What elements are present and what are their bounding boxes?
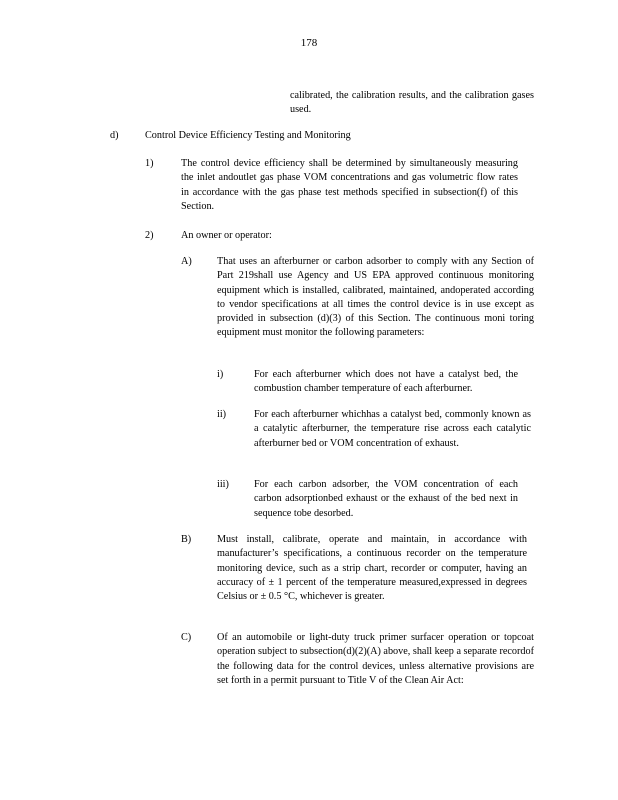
item-C-text: Of an automobile or light-duty truck primer surfacer operation or topcoat operation subject to subsection(d)(2)(A) above, shall keep a separate recordof the following data for the control devices, unless alternative provisions are set forth in a permit pursuant to Title V of the Clean Air Act:: [217, 632, 534, 686]
item-1-label: 1): [145, 158, 154, 169]
item-i-text: For each afterburner which does not have a catalyst bed, the combustion chamber temperature of each afterburner.: [254, 369, 518, 395]
item-B-text: Must install, calibrate, operate and maintain, in accordance with manufacturer’s specifications, a continuous recorder on the temperature monitoring device, such as a strip chart, recorder or computer, having an accuracy of ± 1 percent of the temperature measured,expressed in degrees Celsius or ± 0.5 °C, whichever is greater.: [217, 534, 527, 603]
item-1-text: The control device efficiency shall be determined by simultaneously measuring the inlet andoutlet gas phase VOM concentrations and gas volumetric flow rates in accordance with the gas phase test methods specified in subsection(f) of this Section.: [181, 158, 518, 212]
item-2-label: 2): [145, 230, 154, 241]
item-B-label: B): [181, 534, 192, 545]
section-d-label: d): [110, 130, 119, 141]
item-2-text: An owner or operator:: [181, 230, 272, 241]
item-iii-text: For each carbon adsorber, the VOM concentration of each carbon adsorptionbed exhaust or the exhaust of the bed next in sequence tobe desorbed.: [254, 479, 518, 519]
section-d-title: Control Device Efficiency Testing and Monitoring: [145, 130, 351, 141]
continuation-paragraph: calibrated, the calibration results, and the calibration gases used.: [290, 90, 534, 116]
item-A-label: A): [181, 256, 192, 267]
item-C-label: C): [181, 632, 192, 643]
item-ii-text: For each afterburner whichhas a catalyst bed, commonly known as a catalytic afterburner, the temperature rise across each catalytic afterburner bed or VOM concentration of exhaust.: [254, 409, 531, 449]
item-ii-label: ii): [217, 409, 227, 420]
item-A-text: That uses an afterburner or carbon adsorber to comply with any Section of Part 219shall use Agency and US EPA approved continuous monitoring equipment which is installed, calibrated, maintained, andoperated according to vendor specifications at all times the control device is in use except as provided in subsection (d)(3) of this Section. The continuous moni toring equipment must monitor the following parameters:: [217, 256, 534, 339]
item-i-label: i): [217, 369, 224, 380]
item-iii-label: iii): [217, 479, 229, 490]
page-number: 178: [300, 37, 318, 49]
